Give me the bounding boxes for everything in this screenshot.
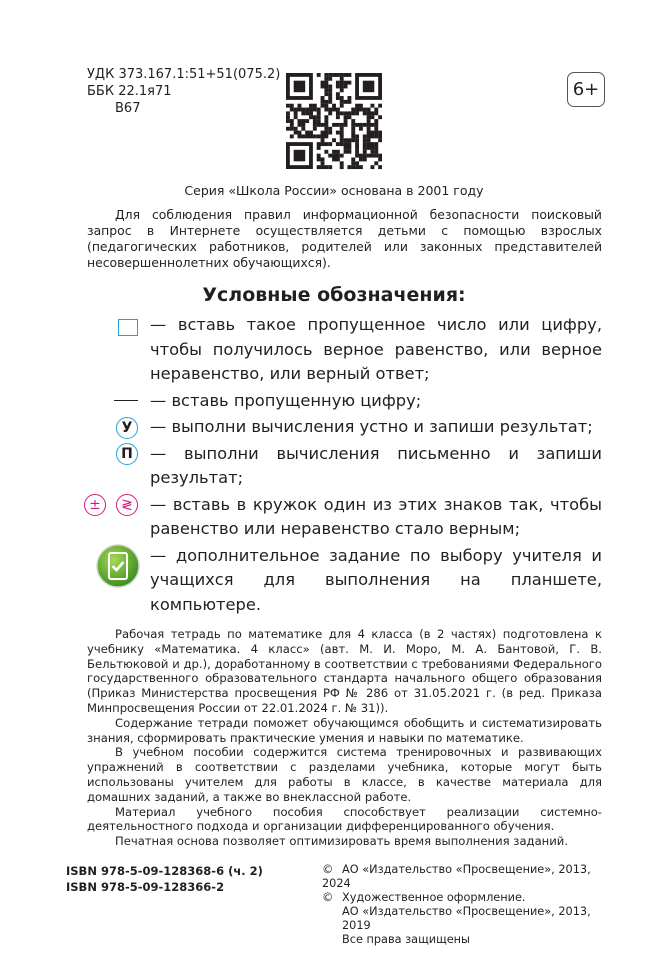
- age-rating-badge: 6+: [567, 72, 605, 107]
- legend-row: [66, 493, 602, 542]
- legend-title: Условные обозначения:: [202, 284, 466, 306]
- qr-code[interactable]: [286, 72, 382, 170]
- plus-minus-circle-icon: ±: [84, 494, 106, 516]
- copyright-line: Художественное оформление.: [342, 890, 526, 904]
- isbn-set: ISBN 978-5-09-128366-2: [66, 879, 225, 894]
- rights-reserved: Все права защищены: [342, 932, 470, 946]
- legend-row: [66, 442, 602, 491]
- description-paragraph: Материал учебного пособия способствует реализации системно-деятельностного подхода и организации дифференцированного обучения.: [87, 804, 602, 834]
- isbn-block: [66, 863, 263, 947]
- legend-item-missing-digit: — вставь пропущенную цифру;: [150, 390, 422, 410]
- legend-list: [66, 313, 602, 617]
- legend-row: [66, 415, 602, 440]
- oral-circle-icon: У: [116, 417, 138, 439]
- tablet-check-icon: [96, 544, 140, 588]
- description: [66, 627, 602, 849]
- author-code: В67: [115, 101, 141, 116]
- description-paragraph: В учебном пособии содержится система тренировочных и развивающих упражнений в соответствии с разделами учебника, которые могут быть использованы учителем для работы в классе, в качестве материала для домашних заданий, а также во внеклассной работе.: [87, 745, 602, 804]
- description-paragraph: Печатная основа позволяет оптимизировать время выполнения заданий.: [115, 834, 569, 849]
- catalog-codes: [87, 66, 280, 117]
- legend-item-tablet: — дополнительное задание по выбору учителя и учащихся для выполнения на планшете, компьютере.: [150, 545, 602, 614]
- isbn-part: ISBN 978-5-09-128368-6 (ч. 2): [66, 863, 263, 878]
- legend-row: [66, 389, 602, 414]
- legend-row: [66, 544, 602, 618]
- legend-item-signs: — вставь в кружок один из этих знаков так, чтобы равенство или неравенство стало верным;: [150, 494, 602, 538]
- safety-notice-text: Для соблюдения правил информационной безопасности поисковый запрос в Интернете осуществляется детьми с помощью взрослых (педагогических работников, родителей или законных представителей несовершеннолетних обучающихся).: [87, 207, 602, 270]
- blank-line-icon: [114, 400, 138, 402]
- copyright-line: АО «Издательство «Просвещение», 2013, 2019: [342, 904, 591, 932]
- legend-item-oral: — выполни вычисления устно и запиши результат;: [150, 417, 593, 436]
- copyright-block: [322, 863, 602, 947]
- description-paragraph: Рабочая тетрадь по математике для 4 класса (в 2 частях) подготовлена к учебнику «Математика. 4 класс» (авт. М. И. Моро, М. А. Бантовой, Г. В. Бельтюковой и др.), доработанному в соответствии с требованиями Федерального государственного образовательного стандарта начального общего образования (Приказ Министерства просвещения РФ № 286 от 31.05.2021 г. (в ред. Приказа Минпросвещения России от 22.01.2024 г. № 31)).: [87, 627, 602, 715]
- copyright-line: АО «Издательство «Просвещение», 2013, 2024: [322, 862, 591, 890]
- description-paragraph: Содержание тетради поможет обучающимся обобщить и систематизировать знания, сформировать практические умения и навыки по математике.: [87, 715, 602, 745]
- empty-box-icon: [118, 319, 138, 336]
- legend-item-written: — выполни вычисления письменно и запиши результат;: [150, 443, 602, 487]
- legend-item-missing-number: — вставь такое пропущенное число или цифру, чтобы получилось верное равенство, или верное неравенство, или верный ответ;: [150, 315, 602, 383]
- safety-notice: [66, 207, 602, 271]
- copyright-icon: ©: [322, 890, 334, 904]
- udk-code: УДК 373.167.1:51+51(075.2): [87, 67, 281, 82]
- series-note: Серия «Школа России» основана в 2001 году: [184, 183, 484, 198]
- written-circle-icon: П: [116, 443, 138, 465]
- copyright-icon: ©: [322, 862, 334, 876]
- page-body: [66, 183, 602, 967]
- compare-circle-icon: ≷: [116, 494, 138, 516]
- bbk-code: ББК 22.1я71: [87, 84, 172, 99]
- legend-row: [66, 313, 602, 387]
- footer: [66, 863, 602, 947]
